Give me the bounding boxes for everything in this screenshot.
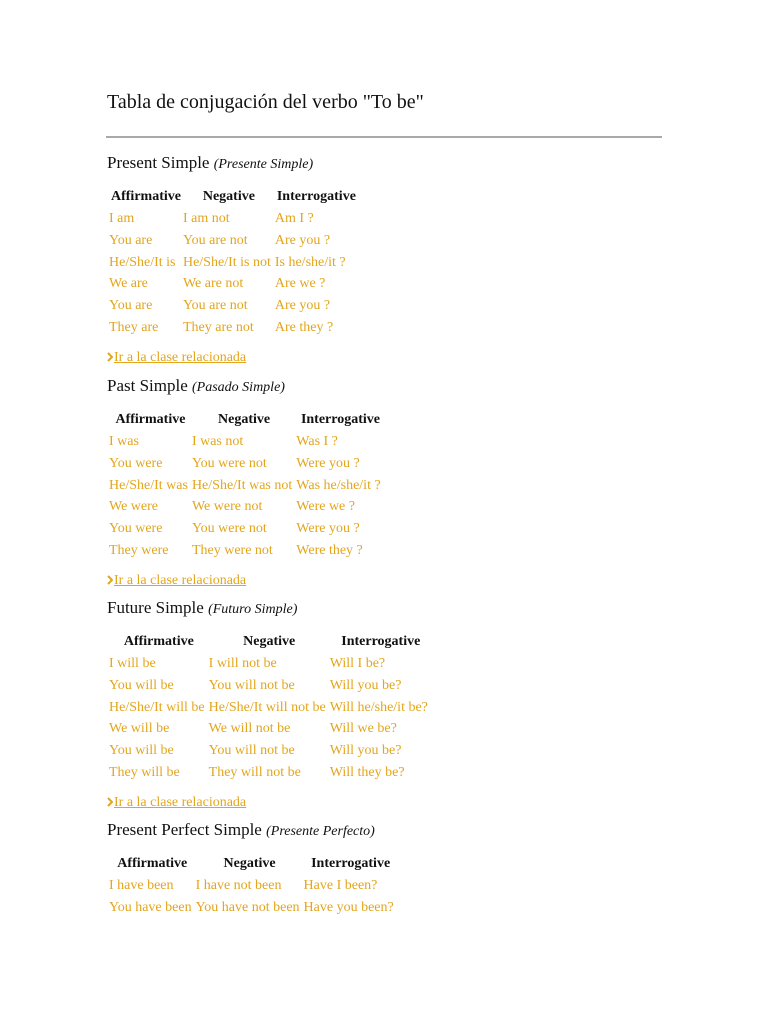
interrogative-cell: Were we ? [296, 499, 355, 515]
affirmative-cell: They are [109, 319, 159, 335]
header-interrogative: Interrogative [311, 856, 391, 871]
table-row [109, 540, 385, 562]
section-subtitle: (Futuro Simple) [208, 602, 298, 617]
negative-cell: I have not been [195, 878, 282, 893]
section-heading [107, 598, 432, 620]
interrogative-cell: Will you be? [329, 677, 402, 693]
table-row [109, 897, 398, 919]
negative-cell: You were not [191, 521, 267, 537]
negative-cell: You were not [191, 455, 267, 471]
negative-cell: They are not [182, 319, 254, 335]
chevron-right-icon [107, 575, 113, 585]
affirmative-cell: You are [109, 298, 153, 314]
header-negative: Negative [202, 189, 255, 204]
negative-cell: You are not [182, 298, 248, 314]
affirmative-cell: You are [109, 232, 153, 248]
table-header-row [109, 408, 385, 431]
section-subtitle: (Presente Simple) [213, 157, 314, 172]
section-title: Future Simple [107, 598, 204, 617]
conjugation-table [109, 630, 432, 784]
header-affirmative: Affirmative [115, 412, 186, 427]
related-class-link[interactable] [107, 571, 385, 591]
section-past-simple [107, 376, 385, 591]
header-negative: Negative [243, 634, 296, 649]
interrogative-cell: Are they ? [274, 319, 334, 335]
related-class-link[interactable] [107, 348, 358, 368]
header-interrogative: Interrogative [341, 634, 421, 649]
negative-cell: He/She/It was not [191, 477, 293, 493]
interrogative-cell: Have you been? [303, 899, 394, 915]
related-class-link[interactable] [107, 793, 432, 813]
section-present-simple [107, 153, 358, 368]
page-title: Tabla de conjugación del verbo "To be" [107, 91, 424, 113]
table-row [109, 875, 398, 897]
table-row [109, 675, 432, 697]
table-row [109, 208, 358, 230]
affirmative-cell: They will be [109, 764, 180, 780]
table-header-row [109, 852, 398, 875]
affirmative-cell: I will be [109, 656, 156, 671]
chevron-right-icon [107, 352, 113, 362]
table-row [109, 273, 358, 295]
negative-cell: He/She/It is not [182, 254, 271, 270]
interrogative-cell: Will you be? [329, 743, 402, 759]
title-divider [106, 136, 662, 138]
header-interrogative: Interrogative [300, 412, 380, 427]
negative-cell: We are not [182, 276, 244, 292]
section-title: Present Simple [107, 153, 210, 172]
related-class-link-label: Ir a la clase relacionada [114, 572, 247, 588]
affirmative-cell: You were [109, 521, 163, 537]
interrogative-cell: Was I ? [296, 434, 338, 449]
interrogative-cell: Will we be? [329, 721, 397, 737]
negative-cell: I will not be [208, 656, 277, 671]
table-row [109, 718, 432, 740]
negative-cell: They will not be [208, 764, 301, 780]
negative-cell: You have not been [195, 899, 300, 915]
table-row [109, 697, 432, 719]
negative-cell: You will not be [208, 677, 295, 693]
table-row [109, 740, 432, 762]
affirmative-cell: You will be [109, 677, 174, 693]
interrogative-cell: Is he/she/it ? [274, 254, 346, 270]
table-row [109, 317, 358, 339]
affirmative-cell: You were [109, 455, 163, 471]
table-row [109, 230, 358, 252]
header-affirmative: Affirmative [117, 856, 188, 871]
interrogative-cell: Are you ? [274, 232, 331, 248]
section-future-simple [107, 598, 432, 813]
negative-cell: He/She/It will not be [208, 699, 326, 715]
header-affirmative: Affirmative [123, 634, 194, 649]
table-header-row [109, 185, 358, 208]
interrogative-cell: Will I be? [329, 656, 386, 671]
section-title: Present Perfect Simple [107, 820, 262, 839]
negative-cell: I was not [191, 434, 244, 449]
section-present-perfect-simple [107, 820, 398, 919]
negative-cell: You are not [182, 232, 248, 248]
interrogative-cell: Will they be? [329, 764, 405, 780]
affirmative-cell: He/She/It will be [109, 699, 205, 715]
section-title: Past Simple [107, 376, 188, 395]
affirmative-cell: We will be [109, 721, 170, 737]
section-heading [107, 376, 385, 398]
negative-cell: I am not [182, 211, 230, 226]
interrogative-cell: Have I been? [303, 878, 378, 893]
affirmative-cell: You will be [109, 743, 174, 759]
conjugation-table [109, 852, 398, 919]
interrogative-cell: Will he/she/it be? [329, 699, 428, 715]
table-row [109, 518, 385, 540]
affirmative-cell: We are [109, 276, 148, 292]
affirmative-cell: He/She/It was [109, 477, 188, 493]
header-negative: Negative [218, 412, 271, 427]
negative-cell: They were not [191, 542, 273, 558]
affirmative-cell: I was [109, 434, 139, 449]
interrogative-cell: Were you ? [296, 455, 360, 471]
interrogative-cell: Are you ? [274, 298, 331, 314]
table-row [109, 431, 385, 453]
header-affirmative: Affirmative [111, 189, 181, 204]
table-header-row [109, 630, 432, 653]
table-row [109, 453, 385, 475]
affirmative-cell: He/She/It is [109, 254, 176, 270]
affirmative-cell: I have been [109, 878, 174, 893]
table-row [109, 475, 385, 497]
table-row [109, 496, 385, 518]
affirmative-cell: I am [109, 211, 135, 226]
section-heading [107, 820, 398, 842]
table-row [109, 295, 358, 317]
section-subtitle: (Pasado Simple) [192, 380, 285, 395]
related-class-link-label: Ir a la clase relacionada [114, 349, 247, 365]
header-interrogative: Interrogative [276, 189, 356, 204]
interrogative-cell: Was he/she/it ? [296, 477, 381, 493]
negative-cell: We were not [191, 499, 263, 515]
affirmative-cell: You have been [109, 899, 192, 915]
conjugation-table [109, 408, 385, 562]
negative-cell: You will not be [208, 743, 295, 759]
section-subtitle: (Presente Perfecto) [266, 824, 375, 839]
interrogative-cell: Am I ? [274, 211, 314, 226]
conjugation-table [109, 185, 358, 339]
interrogative-cell: Are we ? [274, 276, 326, 292]
table-row [109, 252, 358, 274]
affirmative-cell: We were [109, 499, 159, 515]
related-class-link-label: Ir a la clase relacionada [114, 794, 247, 810]
table-row [109, 653, 432, 675]
interrogative-cell: Were you ? [296, 521, 360, 537]
chevron-right-icon [107, 797, 113, 807]
interrogative-cell: Were they ? [296, 542, 363, 558]
header-negative: Negative [223, 856, 276, 871]
negative-cell: We will not be [208, 721, 291, 737]
table-row [109, 762, 432, 784]
section-heading [107, 153, 358, 175]
affirmative-cell: They were [109, 542, 169, 558]
